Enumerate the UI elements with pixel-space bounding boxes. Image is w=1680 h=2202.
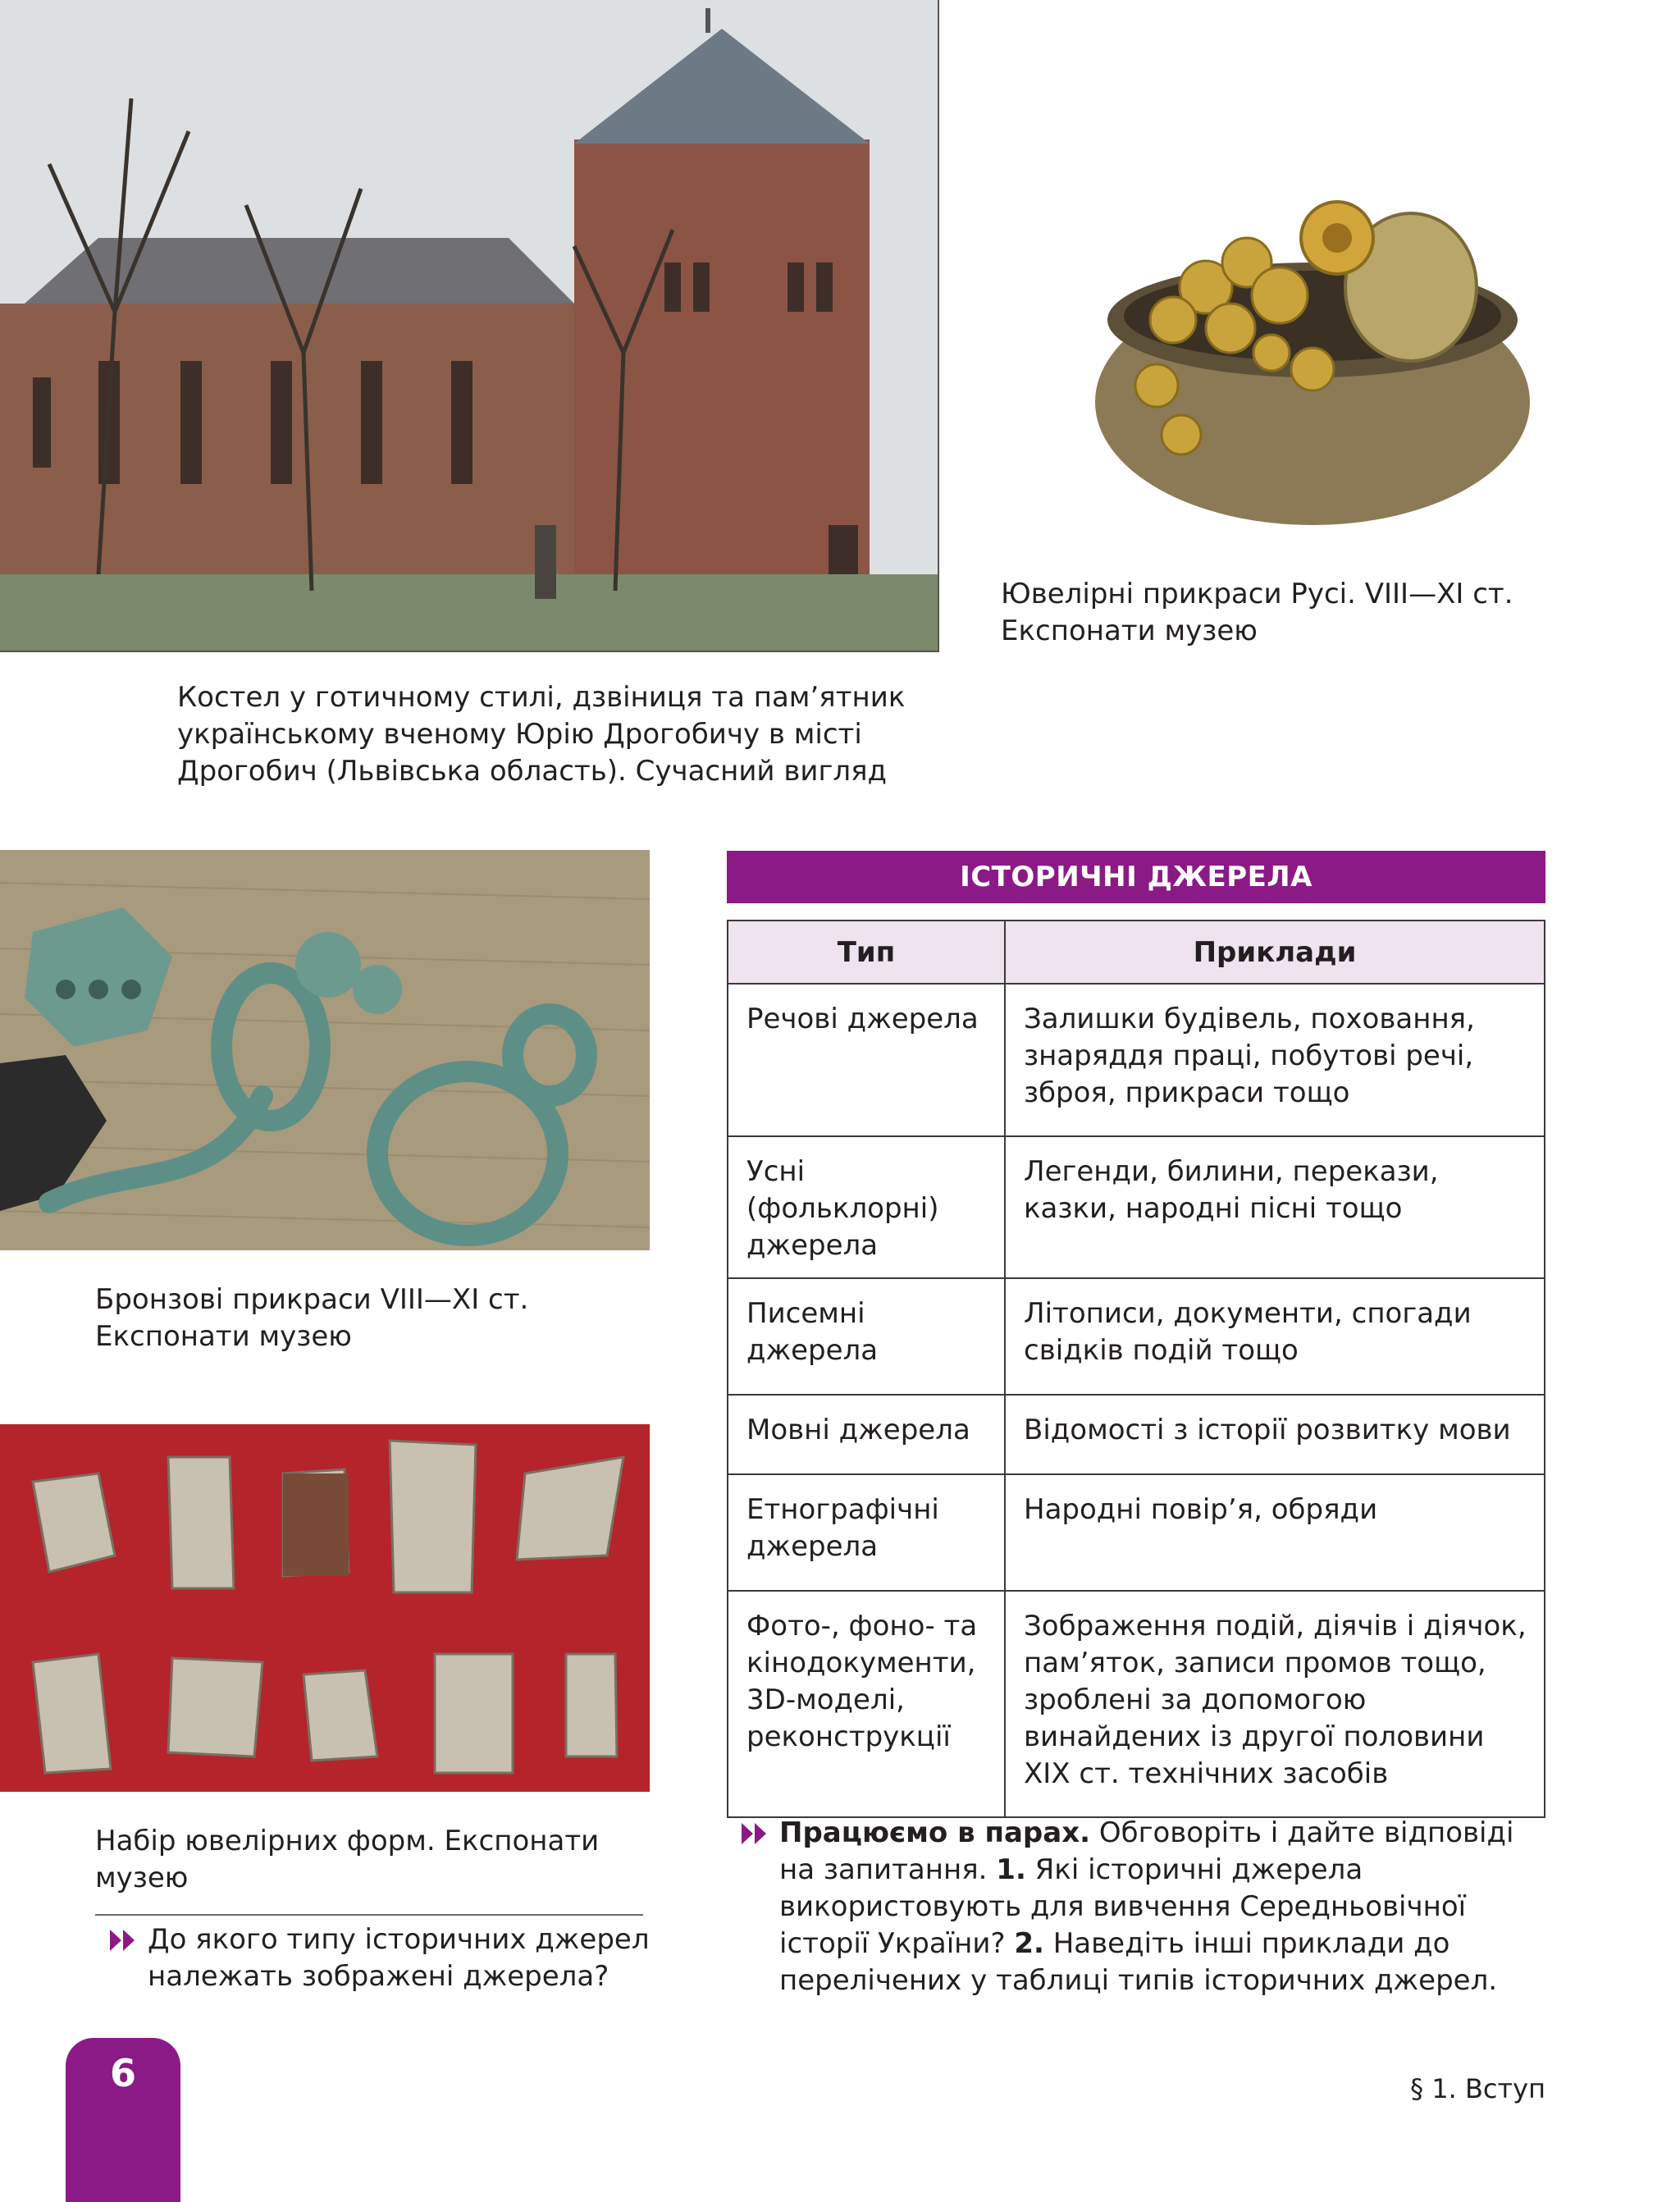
cell-type: Усні (фольклорні) джерела [728,1136,1005,1278]
task-right-text [779,1815,1534,1999]
church-illustration [0,0,938,651]
caption-church-line: українському вченому Юрію Дрогобичу в місті [177,718,862,751]
cell-examples: Залишки будівель, поховання, знаряддя праці, побутові речі, зброя, прикраси тощо [1005,984,1545,1136]
question-number-2: 2. [1014,1927,1044,1960]
double-chevron-right-icon [110,1930,139,1951]
jewelry-molds-illustration [0,1424,650,1792]
question-2: Наведіть інші приклади до перелічених у таблиці типів історичних джерел. [779,1927,1498,1997]
divider [95,1914,643,1916]
task-right-lead: Працюємо в парах. [779,1816,1091,1849]
caption-jewelry-pot [1001,576,1513,650]
caption-bronze-line: Експонати музею [95,1320,352,1353]
caption-molds-line: музею [95,1862,189,1894]
photo-jewelry-molds [0,1424,650,1792]
cell-type: Етнографічні джерела [728,1474,1005,1591]
cell-examples: Легенди, билини, перекази, казки, народні пісні тощо [1005,1136,1545,1278]
photo-jewelry-pot [1066,156,1542,541]
caption-molds-line: Набір ювелірних форм. Експонати [95,1825,600,1857]
cell-type: Речові джерела [728,984,1005,1136]
caption-church-line: Дрогобич (Львівська область). Сучасний вигляд [177,755,888,788]
page-number: 6 [109,2051,136,2095]
cell-examples: Народні повір’я, обряди [1005,1474,1545,1591]
column-header-examples: Приклади [1005,921,1545,984]
caption-church-line: Костел у готичному стилі, дзвіниця та пам’ятник [177,681,906,714]
bronze-ornaments-illustration [0,850,650,1250]
cell-examples: Зображення подій, діячів і діячок, пам’яток, записи промов тощо, зроблені за допомогою винайдених із другої половини XIX ст. технічних засобів [1005,1591,1545,1817]
caption-church [177,679,905,790]
task-right [742,1815,1534,1999]
caption-bronze-line: Бронзові прикраси VIII—XI ст. [95,1283,529,1316]
task-left [110,1921,651,1995]
table-row [728,1395,1545,1474]
caption-bronze-ornaments [95,1281,528,1355]
table-row [728,1136,1545,1278]
historical-sources-table [727,920,1545,1818]
section-label: § 1. Вступ [1410,2073,1545,2104]
column-header-type: Тип [728,921,1005,984]
photo-bronze-ornaments [0,850,650,1250]
question-1: Які історичні джерела використовують для вивчення Середньовічної історії України? [779,1853,1467,1960]
photo-church [0,0,939,652]
cell-type: Мовні джерела [728,1395,1005,1474]
table-row [728,1591,1545,1817]
cell-type: Писемні джерела [728,1278,1005,1395]
cell-examples: Літописи, документи, спогади свідків подій тощо [1005,1278,1545,1395]
caption-jewelry-molds [95,1823,599,1897]
table-header-row [728,921,1545,984]
table-row [728,1474,1545,1591]
double-chevron-right-icon [742,1823,771,1844]
question-number-1: 1. [996,1853,1026,1886]
caption-pot-line: Ювелірні прикраси Русі. VIII—XI ст. [1001,578,1513,610]
table-row [728,984,1545,1136]
cell-examples: Відомості з історії розвитку мови [1005,1395,1545,1474]
table-row [728,1278,1545,1395]
caption-pot-line: Експонати музею [1001,614,1258,647]
task-left-text: До якого типу історичних джерел належать зображені джерела? [148,1923,650,1993]
cell-type: Фото-, фоно- та кінодокументи, 3D-моделі, реконструкції [728,1591,1005,1817]
table-heading: ІСТОРИЧНІ ДЖЕРЕЛА [727,851,1545,903]
task-right-intro: Обговоріть і дайте відповіді на запитання. [779,1816,1514,1886]
jewelry-pot-illustration [1066,156,1542,541]
